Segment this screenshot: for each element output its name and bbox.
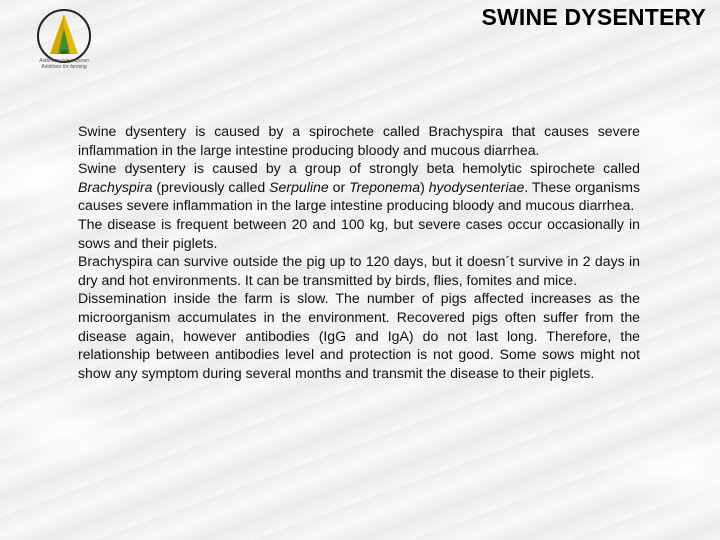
text-span: . These organisms causes severe inflammation in the large intestine producing bloody and mucous diarrhea. xyxy=(78,178,640,214)
text-span: or xyxy=(328,178,350,195)
italic-term: Brachyspira xyxy=(78,178,153,195)
paragraph-survival: Brachyspira can survive outside the pig up to 120 days, but it doesn´t survive in 2 days in dry and hot environments. It can be transmitted by birds, flies, fomites and mice. xyxy=(78,253,640,288)
italic-term: Serpuline xyxy=(269,178,329,195)
logo-tagline-line-2: Additives for farming xyxy=(41,64,87,70)
paragraph-frequency: The disease is frequent between 20 and 100 kg, but severe cases occur occasionally in sows and their piglets. xyxy=(78,215,640,251)
italic-term: hyodysenteriae xyxy=(428,178,525,195)
text-span: (previously called xyxy=(152,178,270,195)
text-span: ) xyxy=(420,178,429,195)
italic-term: Treponema xyxy=(349,178,421,195)
slide-title: SWINE DYSENTERY xyxy=(481,4,706,30)
paragraph-dissemination: Dissemination inside the farm is slow. The number of pigs affected increases as the microorganism accumulates in the environment. Recovered pigs often suffer from the disease again, however antibodies (IgG and IgA) do not last long. Therefore, the relationship between antibodies level and protection is not good. Some sows might not show any symptom during several months and transmit the disease to their piglets. xyxy=(78,290,640,381)
body-text xyxy=(78,122,640,382)
paragraph-agent xyxy=(78,159,640,215)
logo-tagline-line-1: Additivos que mejoran xyxy=(39,58,89,64)
text-span: Swine dysentery is caused by a group of strongly beta hemolytic spirochete called xyxy=(78,160,640,177)
logo-tagline xyxy=(28,58,100,70)
paragraph-cause: Swine dysentery is caused by a spirochete called Brachyspira that causes severe inflammation in the large intestine producing bloody and mucous diarrhea. xyxy=(78,123,640,158)
